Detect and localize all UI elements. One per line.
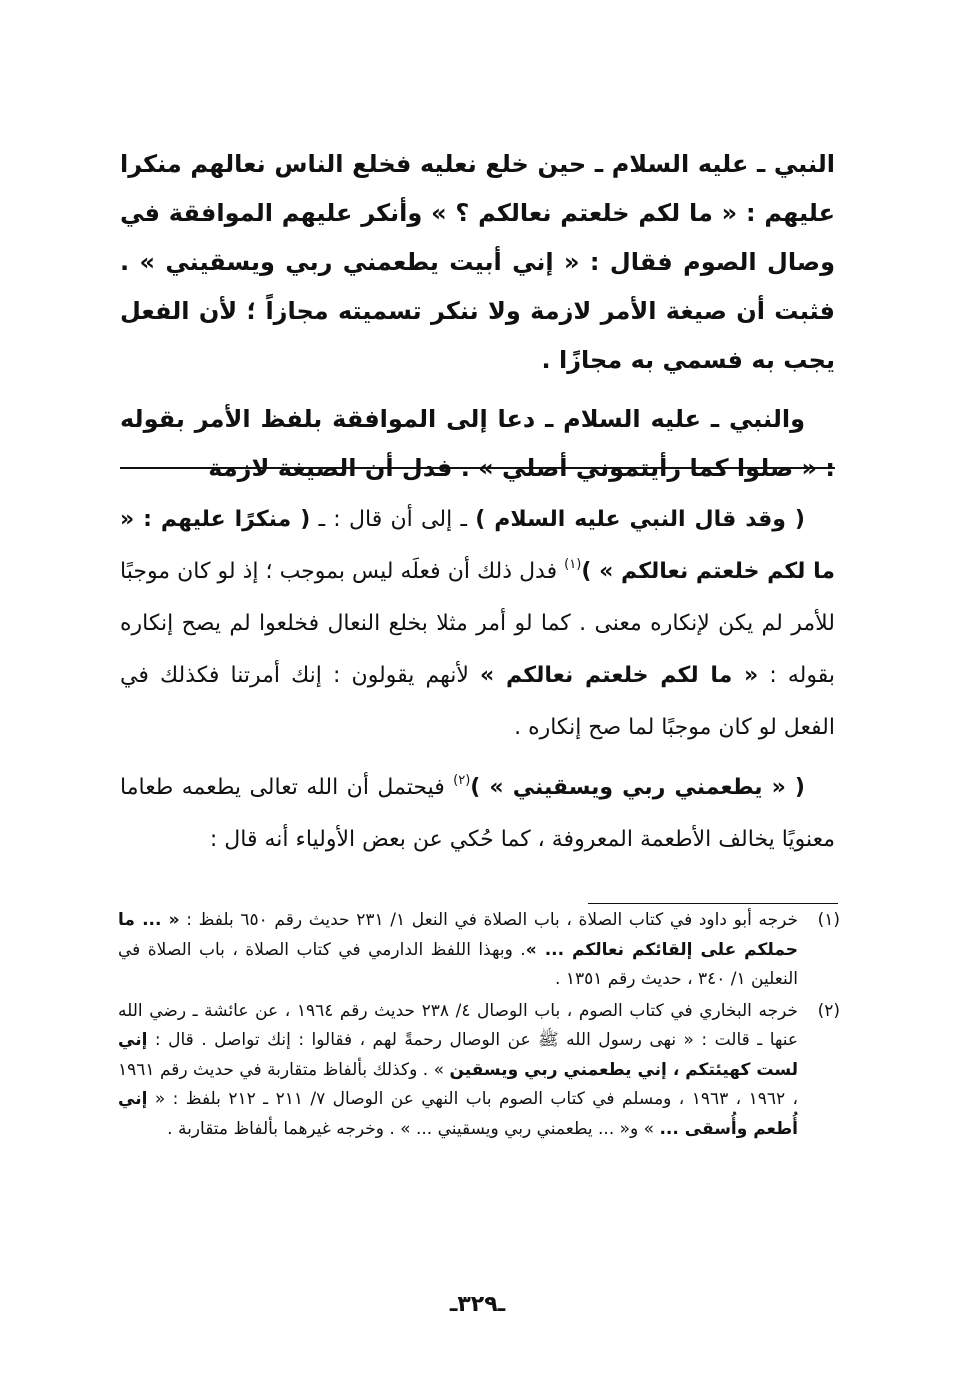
footnote-ref: (٢) — [453, 773, 471, 788]
footnotes-block — [118, 906, 840, 1146]
commentary-text: ـ إلى أن قال : ـ — [310, 507, 476, 532]
footnote-text — [118, 906, 798, 995]
commentary-text: فيحتمل أن الله تعالى يطعمه طعاما معنويًا يخالف الأطعمة المعروفة ، كما حُكي عن بعض الأولياء أنه قال : — [120, 775, 835, 852]
section-divider — [120, 467, 835, 469]
footnote-text-part: » و« ... يطعمني ربي ويسقيني ... » . وخرجه غيرهما بألفاظ متقاربة . — [167, 1118, 660, 1139]
commentary-paragraph-1 — [120, 494, 835, 754]
footnote-text-part: . وبهذا اللفظ الدارمي في كتاب الصلاة ، باب الصلاة في النعلين ١/ ٣٤٠ ، حديث رقم ١٣٥١ . — [118, 939, 798, 989]
footnote-ref: (١) — [564, 557, 582, 572]
footnote-quote: إني أُطعم وأُسقى ... — [118, 1089, 798, 1139]
footnote-number: (١) — [817, 910, 840, 930]
commentary-text: لأنهم يقولون : إنك أمرتنا فكذلك في الفعل لو كان موجبًا لما صح إنكاره . — [120, 663, 835, 740]
footnote-text-part: خرجه أبو داود في كتاب الصلاة ، باب الصلاة في النعل ١/ ٢٣١ حديث رقم ٦٥٠ بلفظ : — [179, 910, 798, 930]
footnote-text-part: خرجه البخاري في كتاب الصوم ، باب الوصال ٤/ ٢٣٨ حديث رقم ١٩٦٤ ، عن عائشة ـ رضي الله عنها ـ قالت : « نهى رسول الله ﷺ عن الوصال رحمةً لهم ، فقالوا : إنك تواصل . قال : — [118, 1000, 798, 1050]
commentary-quote: ( وقد قال النبي عليه السلام ) — [475, 507, 805, 532]
footnote-number: (٢) — [817, 1000, 840, 1021]
commentary-block — [120, 494, 835, 866]
main-text-block — [120, 140, 835, 493]
footnote-text — [118, 997, 798, 1145]
footnote-item — [118, 997, 840, 1145]
main-paragraph-2: والنبي ـ عليه السلام ـ دعا إلى الموافقة بلفظ الأمر بقوله : « صلوا كما رأيتموني أصلي » . فدل أن الصيغة لازمة — [120, 405, 835, 482]
commentary-paragraph-2 — [120, 762, 835, 866]
page-number: ـ٣٢٩ـ — [449, 1292, 506, 1317]
commentary-quote: ( « يطعمني ربي ويسقيني » ) — [470, 775, 805, 800]
footnote-separator — [588, 903, 838, 904]
main-paragraph-1: النبي ـ عليه السلام ـ حين خلع نعليه فخلع الناس نعالهم منكرا عليهم : « ما لكم خلعتم نعالكم ؟ » وأنكر عليهم الموافقة في وصال الصوم فقال : « إني أبيت يطعمني ربي ويسقيني » . فثبت أن صيغة الأمر لازمة ولا ننكر تسميته مجازاً ؛ لأن الفعل يجب به فسمي به مجازًا . — [120, 150, 835, 374]
footnote-quote: « ... ما حملكم على إلقائكم نعالكم ... » — [118, 910, 798, 960]
commentary-text: فدل ذلك أن فعلَه ليس بموجب ؛ إذ لو كان موجبًا للأمر لم يكن لإنكاره معنى . كما لو أمر مثلا بخلع النعال فخلعوا لم يصح إنكاره بقوله : — [120, 559, 836, 688]
footnote-item — [118, 906, 840, 995]
footnote-text-part: » . وكذلك بألفاظ متقاربة في حديث رقم ١٩٦١ ، ١٩٦٢ ، ١٩٦٣ ، ومسلم في كتاب الصوم باب النهي عن الوصال ٧/ ٢١١ ـ ٢١٢ بلفظ : « — [118, 1059, 799, 1109]
commentary-quote: « ما لكم خلعتم نعالكم » — [480, 663, 759, 688]
footnote-quote: إني لست كهيئتكم ، إني يطعمني ربي ويسقين — [118, 1030, 799, 1080]
commentary-quote: ( منكرًا عليهم : « ما لكم خلعتم نعالكم » ) — [120, 507, 836, 584]
